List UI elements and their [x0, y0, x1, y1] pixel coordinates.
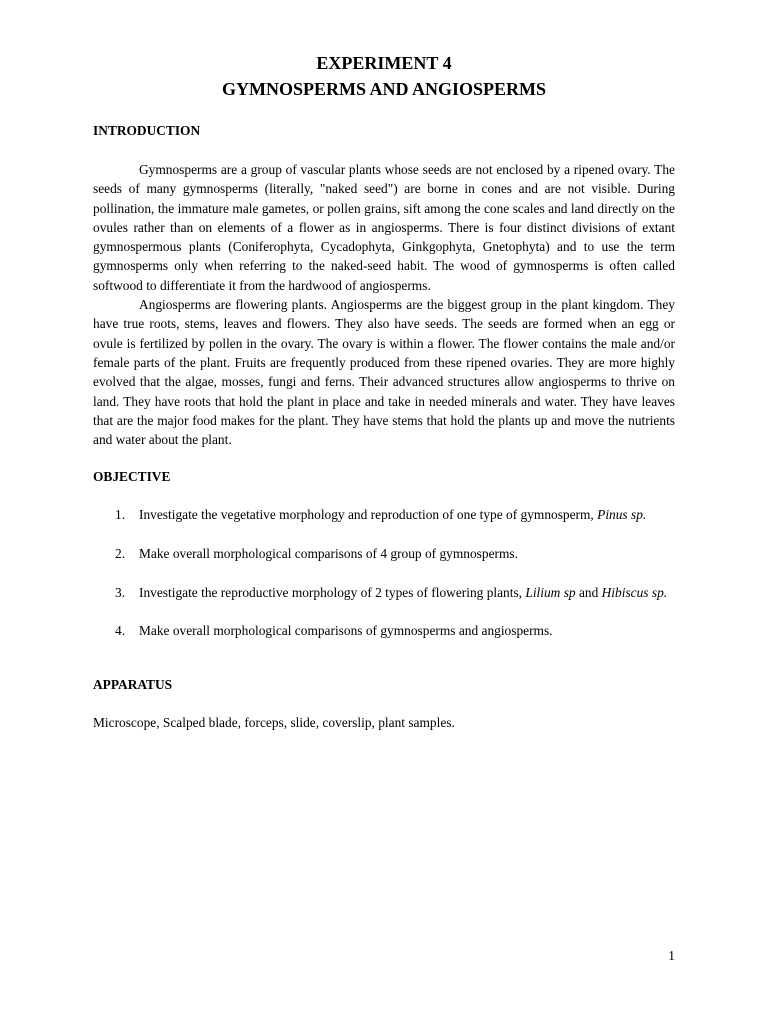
document-title-line1: EXPERIMENT 4 — [316, 53, 452, 73]
objective-item — [93, 544, 675, 563]
objective-list — [93, 505, 675, 640]
objective-item-species: Pinus sp. — [597, 507, 647, 523]
objective-item-number: 1. — [115, 507, 126, 523]
document-title-line2: GYMNOSPERMS AND ANGIOSPERMS — [221, 79, 547, 99]
objective-item-text: Investigate the reproductive morphology of 2 types of flowering plants, — [139, 584, 526, 600]
objective-item-species: Lilium sp — [525, 584, 576, 600]
introduction-heading: INTRODUCTION — [93, 123, 201, 138]
objective-item-text: Make overall morphological comparisons of gymnosperms and angiosperms. — [139, 623, 553, 639]
objective-item — [93, 505, 675, 524]
objective-item-number: 3. — [115, 584, 126, 600]
apparatus-heading: APPARATUS — [93, 676, 173, 692]
objective-item — [93, 583, 675, 602]
objective-item-text: and — [575, 584, 602, 600]
objective-item-number: 4. — [115, 623, 126, 639]
objective-item-species: Hibiscus sp. — [601, 584, 668, 600]
objective-item — [93, 621, 675, 640]
objective-item-number: 2. — [115, 546, 126, 562]
page-number: 1 — [668, 948, 675, 963]
objective-item-text: Make overall morphological comparisons of 4 group of gymnosperms. — [139, 546, 518, 562]
objective-heading: OBJECTIVE — [93, 469, 171, 485]
introduction-paragraph-angiosperms: Angiosperms are flowering plants. Angiosperms are the biggest group in the plant kingdom. They have true roots, stems, leaves and flowers. They also have seeds. The seeds are formed when an egg or ovule is fertilized by pollen in the ovary. The ovary is within a flower. The flower contains the male and/or female parts of the plant. Fruits are frequently produced from these ripened ovaries. They are more highly evolved that the algae, mosses, fungi and ferns. Their advanced structures allow angiosperms to thrive on land. They have roots that hold the plant in place and take in needed minerals and water. They have leaves that are the major food makes for the plant. They have stems that hold the plants up and move the nutrients and water about the plant. — [93, 297, 675, 448]
objective-item-text: Investigate the vegetative morphology and reproduction of one type of gymnosperm, — [139, 507, 598, 523]
introduction-paragraph-gymnosperms: Gymnosperms are a group of vascular plants whose seeds are not enclosed by a ripened ovary. The seeds of many gymnosperms (literally, "naked seed") are borne in cones and are not visible. During pollination, the immature male gametes, or pollen grains, sift among the cone scales and land directly on the ovules rather than on elements of a flower as in angiosperms. There is four distinct divisions of extant gymnospermous plants (Coniferophyta, Cycadophyta, Ginkgophyta, Gnetophyta) and to use the term gymnosperms only when referring to the naked-seed habit. The wood of gymnosperms is often called softwood to differentiate it from the hardwood of angiosperms. — [93, 162, 675, 293]
apparatus-text: Microscope, Scalped blade, forceps, slide, coverslip, plant samples. — [93, 714, 455, 730]
